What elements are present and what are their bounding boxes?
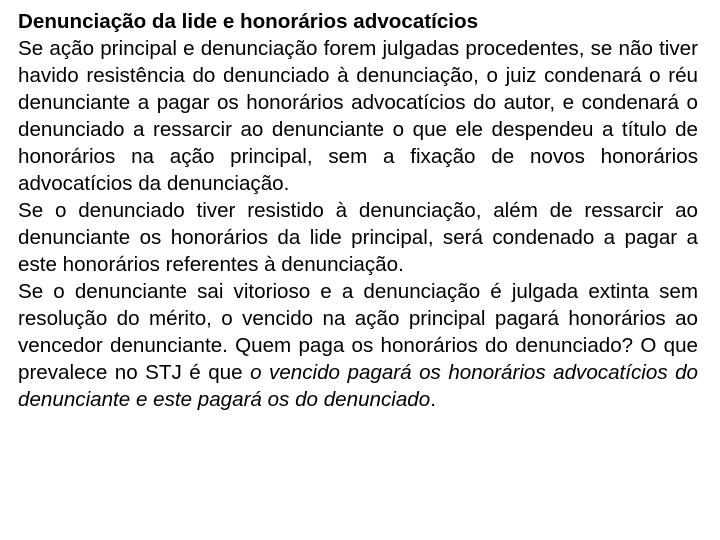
paragraph-2: Se o denunciado tiver resistido à denunciação, além de ressarcir ao denunciante os honorários da lide principal, será condenado a pagar a este honorários referentes à denunciação. [18, 199, 698, 276]
paragraph-3-end: . [430, 388, 436, 411]
paragraph-3-text: Se o denunciante sai vitorioso e a denunciação é julgada extinta sem resolução do mérito, o vencido na ação principal pagará honorários ao vencedor denunciante. Quem paga os honorários do denunciado? O que prevalece no STJ é que [18, 280, 698, 384]
paragraph-3-italic-conclusion: o vencido pagará os honorários advocatícios do denunciante e este pagará os do denunciado [18, 361, 699, 411]
paragraph-1: Se ação principal e denunciação forem julgadas procedentes, se não tiver havido resistência do denunciado à denunciação, o juiz condenará o réu denunciante a pagar os honorários advocatícios do autor, e condenará o denunciado a ressarcir ao denunciante o que ele despendeu a título de honorários na ação principal, sem a fixação de novos honorários advocatícios da denunciação. [18, 37, 698, 195]
paragraph-3 [18, 278, 698, 413]
document-title: Denunciação da lide e honorários advocatícios [18, 10, 479, 33]
